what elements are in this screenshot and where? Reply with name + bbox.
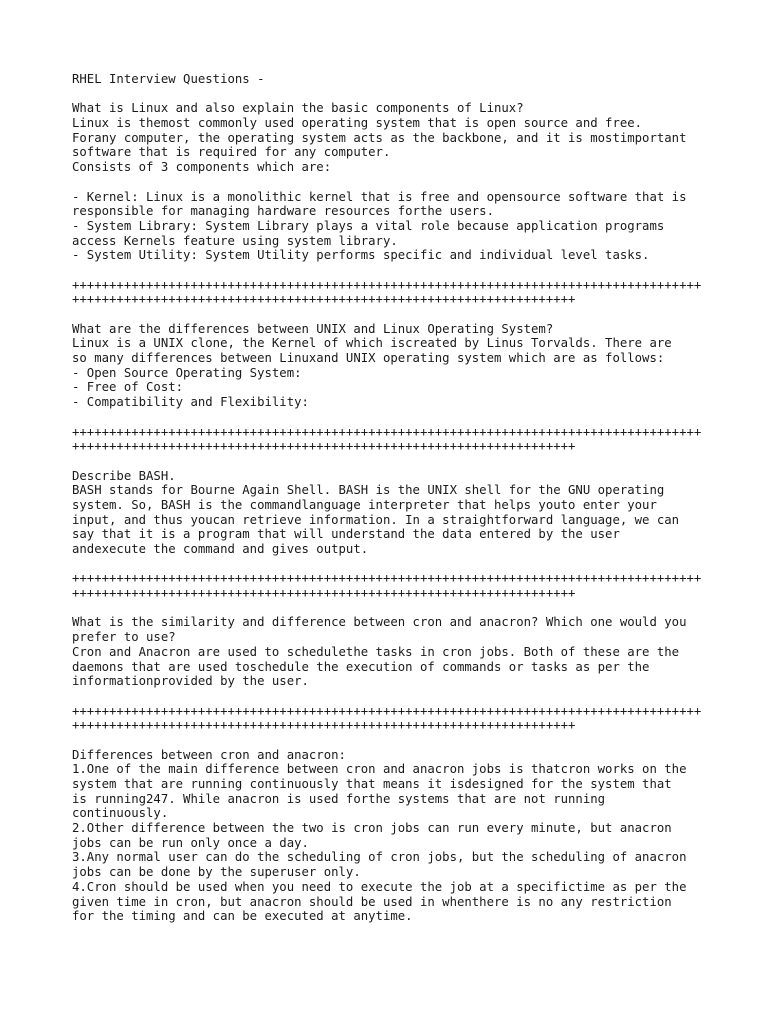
- spacer: [72, 263, 732, 278]
- spacer: [72, 175, 732, 190]
- list-item: - Kernel: Linux is a monolithic kernel that is free and opensource software that is: [72, 189, 687, 204]
- question-heading: Differences between cron and anacron:: [72, 747, 346, 762]
- section-linux-components: [72, 101, 732, 263]
- separator-line: +++++++++++++++++++++++++++++++++++++++++++++++++++++++++++++++++++++++++++++++++++++: [72, 424, 702, 439]
- answer-line: Cron and Anacron are used to schedulethe tasks in cron jobs. Both of these are the: [72, 644, 680, 659]
- question-heading: What is Linux and also explain the basic components of Linux?: [72, 101, 524, 116]
- answer-line: Consists of 3 components which are:: [72, 160, 332, 175]
- separator-line: ++++++++++++++++++++++++++++++++++++++++++++++++++++++++++++++++++++: [72, 718, 576, 733]
- spacer: [72, 557, 732, 572]
- list-item: 3.Any normal user can do the scheduling of cron jobs, but the scheduling of anacron: [72, 850, 687, 865]
- list-item: - System Library: System Library plays a vital role because application programs: [72, 218, 665, 233]
- list-item: - Compatibility and Flexibility:: [72, 395, 309, 410]
- list-item: - Free of Cost:: [72, 380, 184, 395]
- list-item: 1.One of the main difference between cron and anacron jobs is thatcron works on the: [72, 762, 687, 777]
- separator-line: +++++++++++++++++++++++++++++++++++++++++++++++++++++++++++++++++++++++++++++++++++++: [72, 571, 702, 586]
- section-cron-anacron: [72, 615, 732, 688]
- spacer: [72, 307, 732, 322]
- separator-line: +++++++++++++++++++++++++++++++++++++++++++++++++++++++++++++++++++++++++++++++++++++: [72, 277, 702, 292]
- list-item: system that are running continuously that means it isdesigned for the system that: [72, 777, 672, 791]
- question-heading: Describe BASH.: [72, 468, 176, 483]
- answer-line: Linux is themost commonly used operating system that is open source and free.: [72, 116, 643, 131]
- spacer: [72, 689, 732, 704]
- answer-line: so many differences between Linuxand UNIX operating system which are as follows:: [72, 351, 665, 366]
- list-item: is running247. While anacron is used forthe systems that are not running: [72, 791, 606, 806]
- section-cron-differences: [72, 748, 732, 924]
- answer-line: informationprovided by the user.: [72, 674, 309, 689]
- answer-line: Linux is a UNIX clone, the Kernel of which iscreated by Linus Torvalds. There are: [72, 336, 672, 351]
- answer-line: input, and thus youcan retrieve information. In a straightforward language, we can: [72, 512, 680, 527]
- spacer: [72, 733, 732, 748]
- list-item: 4.Cron should be used when you need to execute the job at a specifictime as per the: [72, 879, 687, 894]
- list-item: - Open Source Operating System:: [72, 365, 302, 380]
- list-item: given time in cron, but anacron should be used in whenthere is no any restriction: [72, 894, 672, 909]
- list-item: continuously.: [72, 806, 169, 821]
- list-item: access Kernels feature using system library.: [72, 233, 398, 248]
- question-heading: What are the differences between UNIX and Linux Operating System?: [72, 321, 554, 336]
- list-item: responsible for managing hardware resources forthe users.: [72, 204, 494, 219]
- answer-line: andexecute the command and gives output.: [72, 542, 369, 556]
- spacer: [72, 87, 732, 102]
- separator-line: +++++++++++++++++++++++++++++++++++++++++++++++++++++++++++++++++++++++++++++++++++++: [72, 703, 702, 718]
- list-item: 2.Other difference between the two is cron jobs can run every minute, but anacron: [72, 821, 672, 836]
- document-title: RHEL Interview Questions -: [72, 72, 265, 86]
- answer-line: daemons that are used toschedule the execution of commands or tasks as per the: [72, 659, 650, 674]
- list-item: jobs can be run only once a day.: [72, 835, 309, 850]
- answer-line: say that it is a program that will understand the data entered by the user: [72, 527, 620, 542]
- separator-line: ++++++++++++++++++++++++++++++++++++++++++++++++++++++++++++++++++++: [72, 439, 576, 454]
- separator-line: ++++++++++++++++++++++++++++++++++++++++++++++++++++++++++++++++++++: [72, 292, 576, 307]
- list-item: jobs can be done by the superuser only.: [72, 865, 361, 880]
- spacer: [72, 454, 732, 469]
- answer-line: software that is required for any computer.: [72, 145, 391, 160]
- list-item: - System Utility: System Utility performs specific and individual level tasks.: [72, 248, 650, 263]
- section-bash: [72, 469, 732, 557]
- answer-line: Forany computer, the operating system acts as the backbone, and it is mostimportant: [72, 130, 687, 145]
- spacer: [72, 410, 732, 425]
- document-page: [72, 72, 732, 924]
- list-item: for the timing and can be executed at anytime.: [72, 909, 413, 924]
- answer-line: system. So, BASH is the commandlanguage interpreter that helps youto enter your: [72, 497, 657, 512]
- question-heading: prefer to use?: [72, 630, 176, 645]
- separator-line: ++++++++++++++++++++++++++++++++++++++++++++++++++++++++++++++++++++: [72, 586, 576, 601]
- section-unix-vs-linux: [72, 322, 732, 410]
- spacer: [72, 601, 732, 616]
- question-heading: What is the similarity and difference between cron and anacron? Which one would you: [72, 615, 687, 630]
- answer-line: BASH stands for Bourne Again Shell. BASH is the UNIX shell for the GNU operating: [72, 483, 665, 498]
